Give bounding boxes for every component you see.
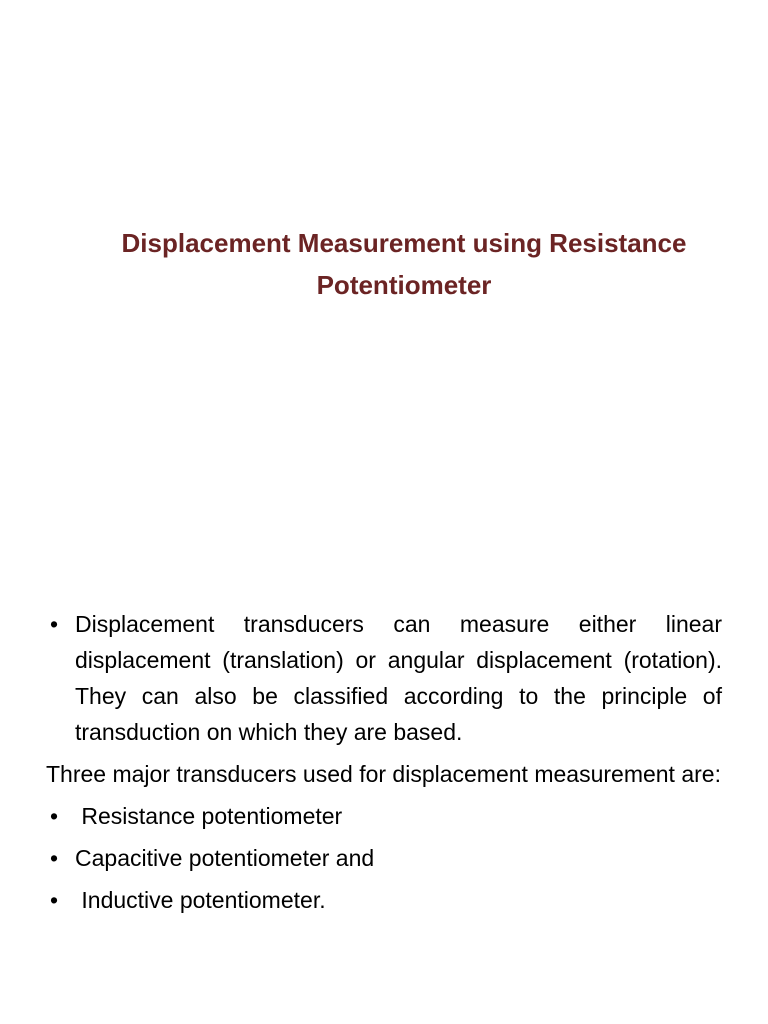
- list-item: [46, 798, 722, 834]
- lead-text: Three major transducers used for displacement measurement are:: [46, 761, 721, 787]
- bullet-icon: •: [50, 887, 59, 913]
- list-item-text: Capacitive potentiometer and: [75, 845, 375, 871]
- list-item-text: Inductive potentiometer.: [75, 887, 326, 913]
- list-item: [46, 882, 722, 918]
- bullet-icon: •: [50, 845, 59, 871]
- bullet-icon: •: [50, 803, 59, 829]
- intro-bullet: [46, 606, 722, 750]
- bullet-icon: •: [50, 611, 59, 637]
- slide-body: [46, 606, 722, 918]
- slide-title: Displacement Measurement using Resistance Potentiometer: [121, 228, 687, 300]
- list-item: [46, 840, 722, 876]
- intro-bullet-text: Displacement transducers can measure either linear displacement (translation) or angular displacement (rotation). They can also be classified according to the principle of transduction on which they are based.: [75, 611, 722, 745]
- list-item-text: Resistance potentiometer: [75, 803, 343, 829]
